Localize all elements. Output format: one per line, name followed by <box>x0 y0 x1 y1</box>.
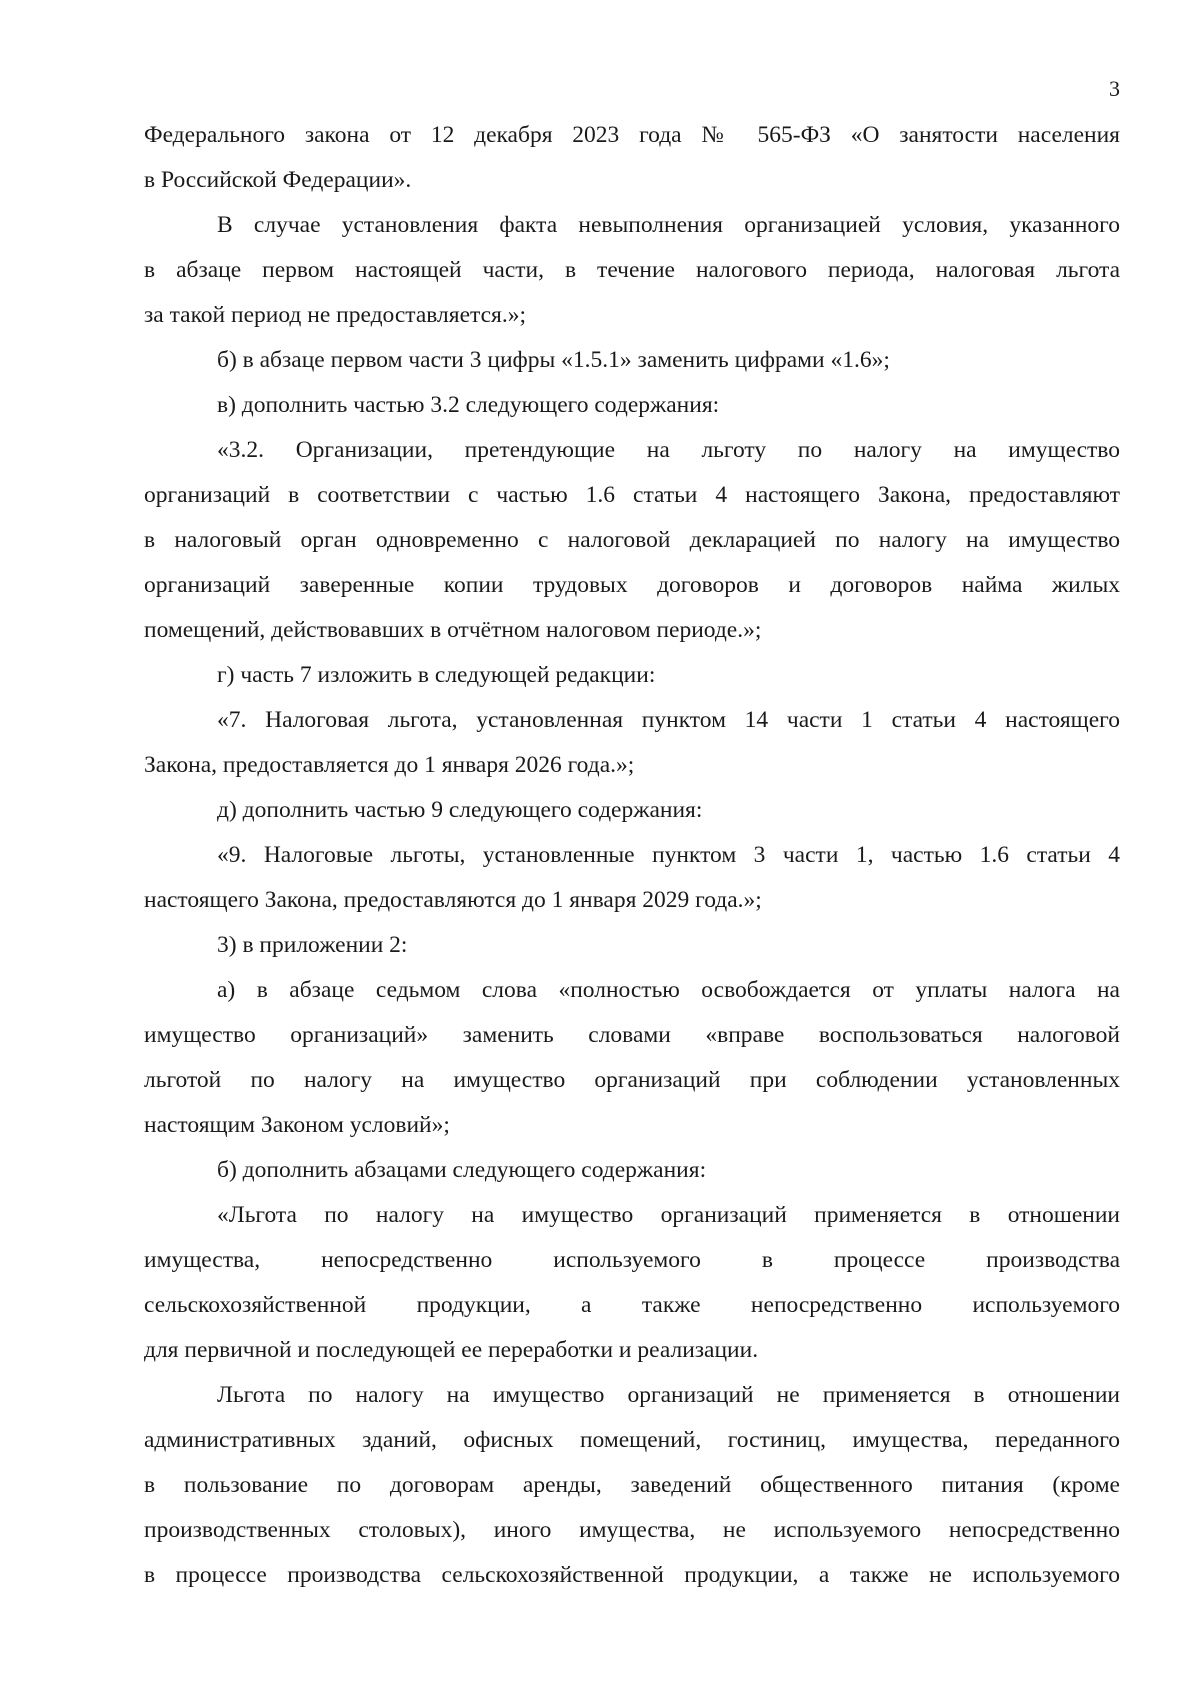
text-line: в налоговый орган одновременно с налоговой декларацией по налогу на имущество <box>144 527 1120 553</box>
page-number: 3 <box>1109 76 1120 101</box>
text-line: за такой период не предоставляется.»; <box>144 302 526 328</box>
text-line: «9. Налоговые льготы, установленные пунктом 3 части 1, частью 1.6 статьи 4 <box>217 842 1120 868</box>
text-line: д) дополнить частью 9 следующего содержания: <box>217 797 703 823</box>
text-line: в пользование по договорам аренды, заведений общественного питания (кроме <box>144 1472 1120 1498</box>
text-line: имущество организаций» заменить словами «вправе воспользоваться налоговой <box>144 1022 1120 1048</box>
text-line: «7. Налоговая льгота, установленная пунктом 14 части 1 статьи 4 настоящего <box>217 707 1120 733</box>
text-line: в) дополнить частью 3.2 следующего содержания: <box>217 392 720 418</box>
text-line: В случае установления факта невыполнения организацией условия, указанного <box>217 212 1120 238</box>
text-line: для первичной и последующей ее переработки и реализации. <box>144 1337 759 1363</box>
text-line: имущества, непосредственно используемого в процессе производства <box>144 1247 1120 1273</box>
text-line: Закона, предоставляется до 1 января 2026 года.»; <box>144 752 635 778</box>
text-line: Федерального закона от 12 декабря 2023 года № 565-ФЗ «О занятости населения <box>144 122 1120 148</box>
text-line: организаций заверенные копии трудовых договоров и договоров найма жилых <box>144 572 1120 598</box>
text-line: настоящим Законом условий»; <box>144 1112 450 1138</box>
text-line: в абзаце первом настоящей части, в течение налогового периода, налоговая льгота <box>144 257 1120 283</box>
text-line: Льгота по налогу на имущество организаций не применяется в отношении <box>217 1382 1120 1408</box>
text-line: б) дополнить абзацами следующего содержания: <box>217 1157 707 1183</box>
text-line: в Российской Федерации». <box>144 167 412 193</box>
text-line: административных зданий, офисных помещений, гостиниц, имущества, переданного <box>144 1427 1120 1453</box>
document-body <box>144 113 1120 1598</box>
text-line: «3.2. Организации, претендующие на льготу по налогу на имущество <box>217 437 1120 463</box>
text-line: г) часть 7 изложить в следующей редакции: <box>217 662 656 688</box>
text-line: производственных столовых), иного имущества, не используемого непосредственно <box>144 1517 1120 1543</box>
text-line: настоящего Закона, предоставляются до 1 января 2029 года.»; <box>144 887 762 913</box>
text-line: сельскохозяйственной продукции, а также непосредственно используемого <box>144 1292 1120 1318</box>
text-line: 3) в приложении 2: <box>217 932 408 958</box>
text-line: льготой по налогу на имущество организаций при соблюдении установленных <box>144 1067 1120 1093</box>
text-line: организаций в соответствии с частью 1.6 статьи 4 настоящего Закона, предоставляют <box>144 482 1120 508</box>
text-line: в процессе производства сельскохозяйственной продукции, а также не используемого <box>144 1562 1120 1588</box>
text-line: а) в абзаце седьмом слова «полностью освобождается от уплаты налога на <box>217 977 1120 1003</box>
text-line: б) в абзаце первом части 3 цифры «1.5.1» заменить цифрами «1.6»; <box>217 347 890 373</box>
text-line: помещений, действовавших в отчётном налоговом периоде.»; <box>144 617 762 643</box>
text-line: «Льгота по налогу на имущество организаций применяется в отношении <box>217 1202 1120 1228</box>
